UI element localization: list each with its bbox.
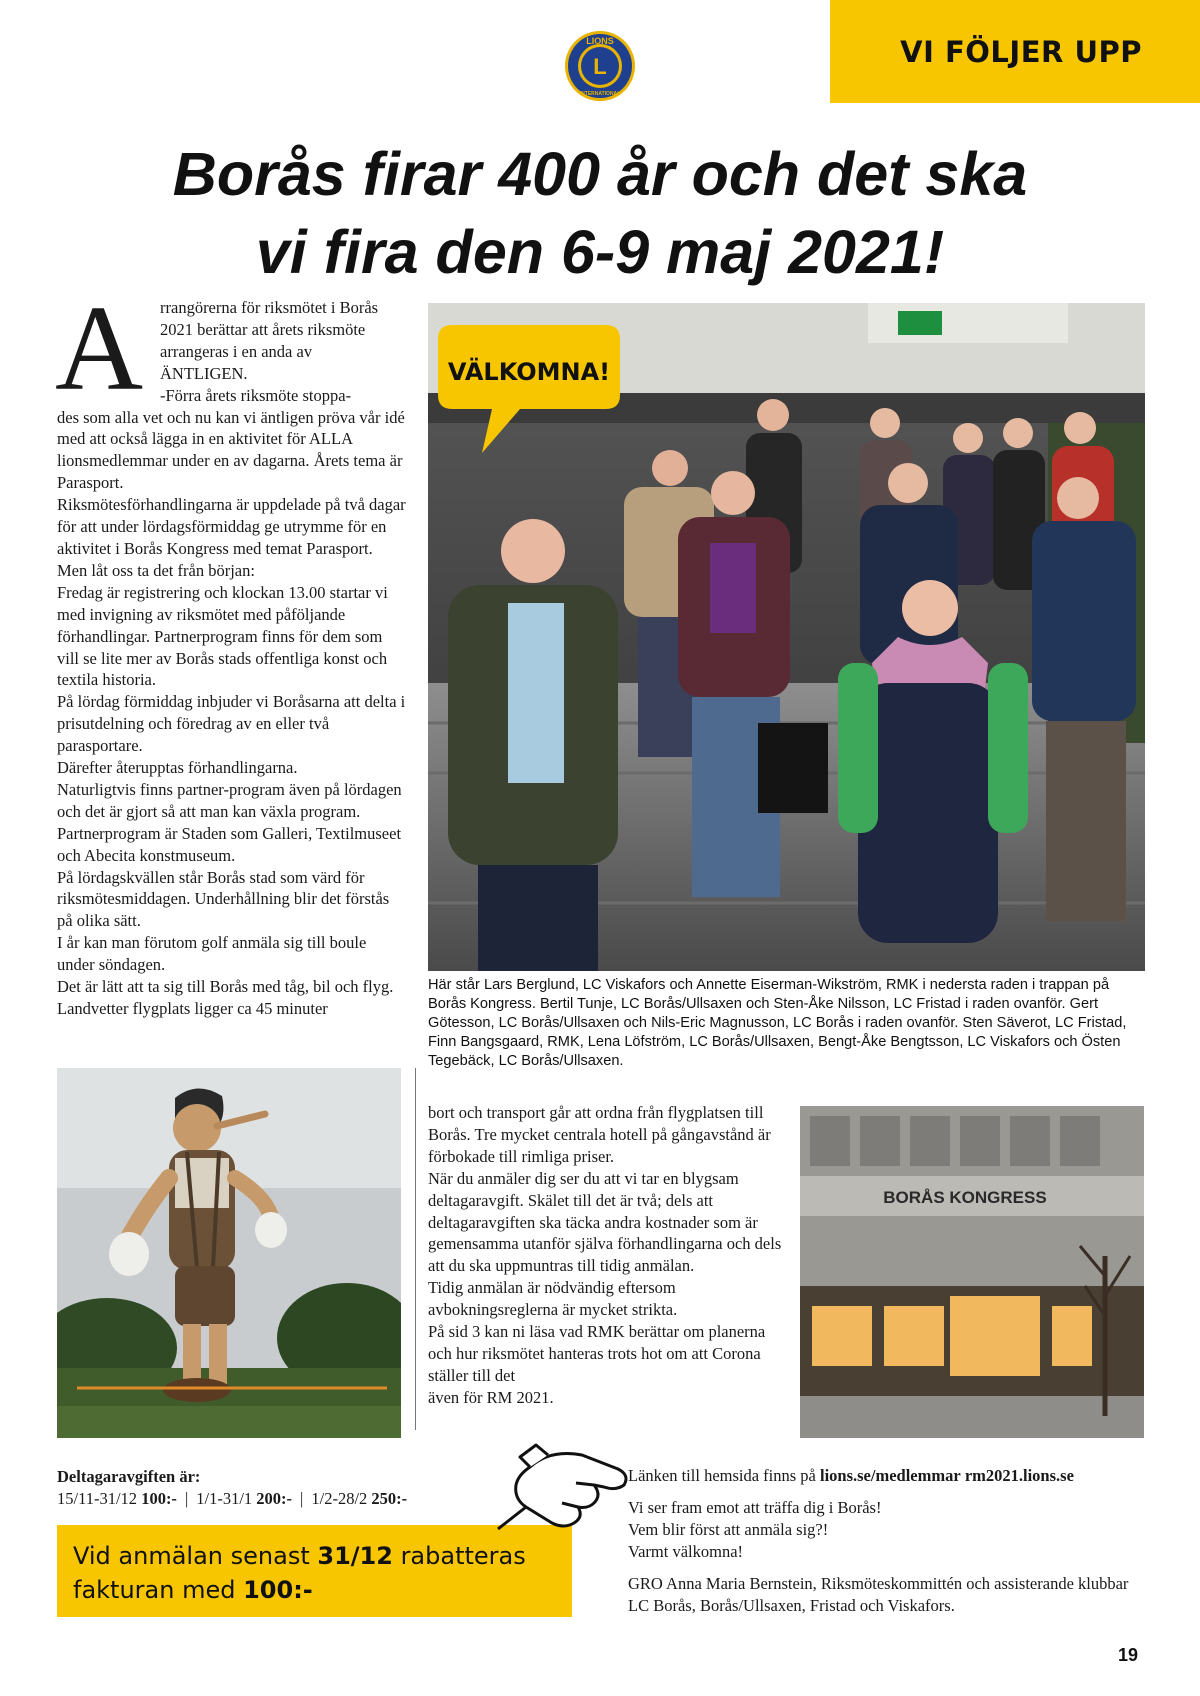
intro-paragraph: Riksmötesförhandlingarna är uppdelade på två dagar för att under lördagsförmiddag ge utrymme för en aktivitet i Borås Kongress med temat Parasport. Men låt oss ta det från början: — [57, 495, 406, 580]
intro-paragraph: På lördagskvällen står Borås stad som värd för riksmötesmiddagen. Underhållning blir det förstås på olika sätt. — [57, 867, 390, 931]
fee-amount-2: 200:- — [256, 1489, 293, 1508]
section-tag: VI FÖLJER UPP — [830, 0, 1200, 103]
logo-bottom-text: INTERNATIONAL — [579, 91, 621, 97]
intro-cap-line: rrangörerna för riksmötet i Borås — [160, 298, 379, 317]
exit-sign-icon — [898, 311, 942, 335]
intro-paragraph: På lördag förmiddag inbjuder vi Boråsarna att delta i prisutdelning och föredrag av en eller två parasportare. — [57, 692, 406, 756]
page-number: 19 — [1118, 1645, 1139, 1665]
fee-period-1: 15/11-31/12 — [57, 1489, 138, 1508]
closing-line-1: Vi ser fram emot att träffa dig i Borås! — [628, 1498, 882, 1517]
intro-paragraph: Därefter återupptas förhandlingarna. — [57, 758, 298, 778]
intro-paragraph: I år kan man förutom golf anmäla sig till boule under söndagen. — [57, 933, 367, 975]
photo-caption: Här står Lars Berglund, LC Viskafors och Annette Eiserman-Wikström, RMK i nedersta raden i trappan på Borås Kongress. Bertil Tunje, LC Borås/Ullsaxen och Sten-Åke Nilsson, LC Fristad i raden ovanför. Gert Götesson, LC Borås/Ullsaxen och Nils-Eric Magnusson, LC Borås i raden ovanför. Sten Säverot, LC Fristad, Finn Bangsgaard, RMK, Lena Löfström, LC Borås/Ullsaxen, Bengt-Åke Bengtsson, LC Viskafors och Östen Tegebäck, LC Borås/Ullsaxen. — [428, 977, 1127, 1069]
headline-line-1: Borås firar 400 år och det ska — [172, 140, 1028, 208]
mid-paragraph: Tidig anmälan är nödvändig eftersom avbokningsreglerna är mycket strikta. — [428, 1278, 678, 1320]
intro-cap-line: 2021 berättar att årets riksmöte — [160, 319, 366, 339]
signature: GRO Anna Maria Bernstein, Riksmöteskommittén och assisterande klubbar LC Borås, Borås/Ullsaxen, Fristad och Viskafors. — [628, 1574, 1129, 1615]
discount-promo-box — [57, 1525, 572, 1617]
fee-separator: | — [300, 1489, 304, 1508]
lions-international-logo — [563, 29, 637, 103]
group-photo — [428, 303, 1145, 971]
link-rm2021[interactable]: rm2021.lions.se — [964, 1466, 1074, 1485]
logo-top-text: LIONS — [586, 36, 614, 46]
fee-separator: | — [184, 1489, 189, 1508]
fee-amount-1: 100:- — [141, 1489, 177, 1508]
intro-cap-line: arrangeras i en anda av — [160, 341, 313, 361]
intro-paragraph: Det är lätt att ta sig till Borås med tåg, bil och flyg. Landvetter flygplats ligger ca 45 minuter — [57, 977, 394, 1018]
link-medlemmar[interactable]: lions.se/medlemmar — [820, 1466, 961, 1485]
mid-paragraph: även för RM 2021. — [428, 1387, 554, 1407]
mid-column-text — [428, 1102, 783, 1409]
welcome-bubble-text: VÄLKOMNA! — [447, 358, 611, 386]
closing-line-3: Varmt välkomna! — [628, 1542, 744, 1561]
intro-cap-line: ÄNTLIGEN. — [160, 363, 248, 383]
drop-cap: A — [55, 281, 144, 416]
fee-title: Deltagaravgiften är: — [57, 1467, 201, 1486]
intro-column — [55, 281, 407, 1020]
intro-body — [57, 407, 407, 1020]
pinocchio-statue-photo — [57, 1068, 401, 1438]
intro-paragraph: Fredag är registrering och klockan 13.00 startar vi med invigning av riksmötet med påföljande förhandlingar. Partnerprogram finns för dem som vill se lite mer av Borås stads offentliga konst och textila historia. — [57, 582, 388, 690]
pointing-hand-icon — [490, 1425, 640, 1535]
article-headline — [80, 135, 1120, 291]
mid-paragraph: När du anmäler dig ser du att vi tar en blygsam deltagaravgift. Skälet till det är två; dels att deltagaravgiften ska täcka andra kostnader som är gemensamma utanför själva förhandlingarna och dels att du ska uppmuntras till tidig anmälan. — [428, 1168, 782, 1276]
headline-line-2: vi fira den 6-9 maj 2021! — [255, 218, 945, 286]
fee-period-2: 1/1-31/1 — [196, 1489, 253, 1508]
column-divider — [415, 1068, 416, 1430]
boras-kongress-photo — [800, 1106, 1144, 1438]
intro-line-after-cap: -Förra årets riksmöte stoppa- — [160, 385, 352, 405]
homepage-link-line: Länken till hemsida finns på lions.se/medlemmar rm2021.lions.se — [628, 1466, 1074, 1485]
logo-inner-letter: L — [593, 54, 607, 79]
closing-column — [628, 1465, 1148, 1627]
promo-line-2: fakturan med 100:- — [73, 1576, 313, 1604]
intro-paragraph: des som alla vet och nu kan vi äntligen pröva vår idé med att också lägga in en aktivitet för ALLA lionsmedlemmar under en av dagarna. Årets tema är Parasport. — [57, 407, 405, 493]
fee-amount-3: 250:- — [371, 1489, 408, 1508]
promo-line-1: Vid anmälan senast 31/12 rabatteras — [73, 1542, 526, 1570]
fee-period-3: 1/2-28/2 — [311, 1489, 368, 1508]
mid-paragraph: På sid 3 kan ni läsa vad RMK berättar om planerna och hur riksmötet hanteras trots hot om att Corona ställer till det — [428, 1322, 766, 1385]
intro-paragraph: Partnerprogram är Staden som Galleri, Textilmuseet och Abecita konstmuseum. — [57, 823, 402, 865]
mid-paragraph: bort och transport går att ordna från flygplatsen till Borås. Tre mycket centrala hotell på gångavstånd är förbokade till rimliga priser. — [428, 1103, 771, 1166]
closing-line-2: Vem blir först att anmäla sig?! — [628, 1520, 829, 1539]
intro-paragraph: Naturligtvis finns partner-program även på lördagen och det är gjort så att man kan växla program. — [57, 779, 402, 821]
kongress-sign-text: BORÅS KONGRESS — [883, 1188, 1047, 1207]
